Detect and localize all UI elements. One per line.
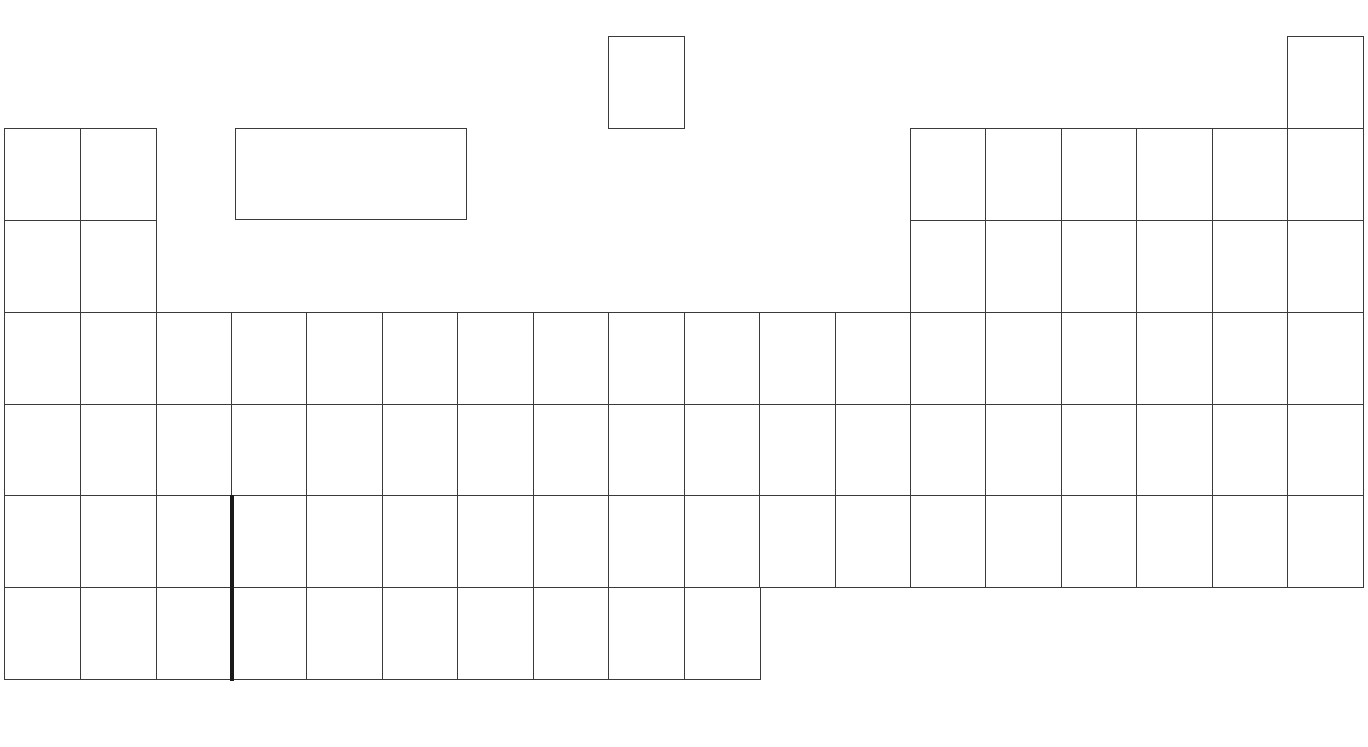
element-cell-ds xyxy=(684,587,761,680)
element-cell-sn xyxy=(985,404,1062,497)
element-cell-al xyxy=(910,220,987,313)
element-cell-tl xyxy=(910,495,987,588)
element-cell-mn xyxy=(457,312,534,405)
key-box xyxy=(235,128,467,220)
element-cell-as xyxy=(1061,312,1138,405)
element-cell-at xyxy=(1212,495,1289,588)
element-cell-ac xyxy=(156,587,233,680)
element-cell-cl xyxy=(1212,220,1289,313)
element-cell-sb xyxy=(1061,404,1138,497)
element-cell-mt xyxy=(608,587,685,680)
element-cell-te xyxy=(1136,404,1213,497)
element-cell-ag xyxy=(759,404,836,497)
element-cell-cr xyxy=(382,312,459,405)
element-cell-bi xyxy=(1061,495,1138,588)
element-cell-sr xyxy=(80,404,157,497)
element-cell-ta xyxy=(306,495,383,588)
element-cell-la xyxy=(156,495,233,588)
element-cell-ge xyxy=(985,312,1062,405)
element-cell-po xyxy=(1136,495,1213,588)
element-cell-f xyxy=(1212,128,1289,221)
element-cell-ba xyxy=(80,495,157,588)
element-cell-rf xyxy=(231,587,308,680)
element-cell-k xyxy=(4,312,81,405)
element-cell-ni xyxy=(684,312,761,405)
element-cell-mo xyxy=(382,404,459,497)
transition-metal-divider xyxy=(230,495,234,681)
element-cell-hf xyxy=(231,495,308,588)
element-cell-co xyxy=(608,312,685,405)
element-cell-pb xyxy=(985,495,1062,588)
element-cell-w xyxy=(382,495,459,588)
element-cell-he xyxy=(1287,36,1364,129)
element-cell-in xyxy=(910,404,987,497)
element-cell-rh xyxy=(608,404,685,497)
element-cell-ar xyxy=(1287,220,1364,313)
element-cell-s xyxy=(1136,220,1213,313)
element-cell-kr xyxy=(1287,312,1364,405)
element-cell-tc xyxy=(457,404,534,497)
element-cell-xe xyxy=(1287,404,1364,497)
element-cell-sc xyxy=(156,312,233,405)
element-cell-ca xyxy=(80,312,157,405)
element-cell-zr xyxy=(231,404,308,497)
element-cell-c xyxy=(985,128,1062,221)
element-cell-sg xyxy=(382,587,459,680)
element-cell-cs xyxy=(4,495,81,588)
element-cell-ru xyxy=(533,404,610,497)
element-cell-ir xyxy=(608,495,685,588)
element-cell-v xyxy=(306,312,383,405)
element-cell-au xyxy=(759,495,836,588)
element-cell-i xyxy=(1212,404,1289,497)
element-cell-h xyxy=(608,36,685,129)
element-cell-b xyxy=(910,128,987,221)
element-cell-nb xyxy=(306,404,383,497)
element-cell-os xyxy=(533,495,610,588)
element-cell-fr xyxy=(4,587,81,680)
element-cell-si xyxy=(985,220,1062,313)
element-cell-p xyxy=(1061,220,1138,313)
element-cell-na xyxy=(4,220,81,313)
element-cell-db xyxy=(306,587,383,680)
element-cell-ti xyxy=(231,312,308,405)
element-cell-mg xyxy=(80,220,157,313)
element-cell-ra xyxy=(80,587,157,680)
element-cell-o xyxy=(1136,128,1213,221)
element-cell-cd xyxy=(835,404,912,497)
element-cell-br xyxy=(1212,312,1289,405)
element-cell-pt xyxy=(684,495,761,588)
element-cell-bh xyxy=(457,587,534,680)
element-cell-hg xyxy=(835,495,912,588)
element-cell-se xyxy=(1136,312,1213,405)
element-cell-cu xyxy=(759,312,836,405)
element-cell-ga xyxy=(910,312,987,405)
element-cell-be xyxy=(80,128,157,221)
element-cell-hs xyxy=(533,587,610,680)
element-cell-fe xyxy=(533,312,610,405)
element-cell-n xyxy=(1061,128,1138,221)
element-cell-re xyxy=(457,495,534,588)
element-cell-rn xyxy=(1287,495,1364,588)
element-cell-pd xyxy=(684,404,761,497)
element-cell-li xyxy=(4,128,81,221)
element-cell-ne xyxy=(1287,128,1364,221)
element-cell-zn xyxy=(835,312,912,405)
element-cell-y xyxy=(156,404,233,497)
element-cell-rb xyxy=(4,404,81,497)
